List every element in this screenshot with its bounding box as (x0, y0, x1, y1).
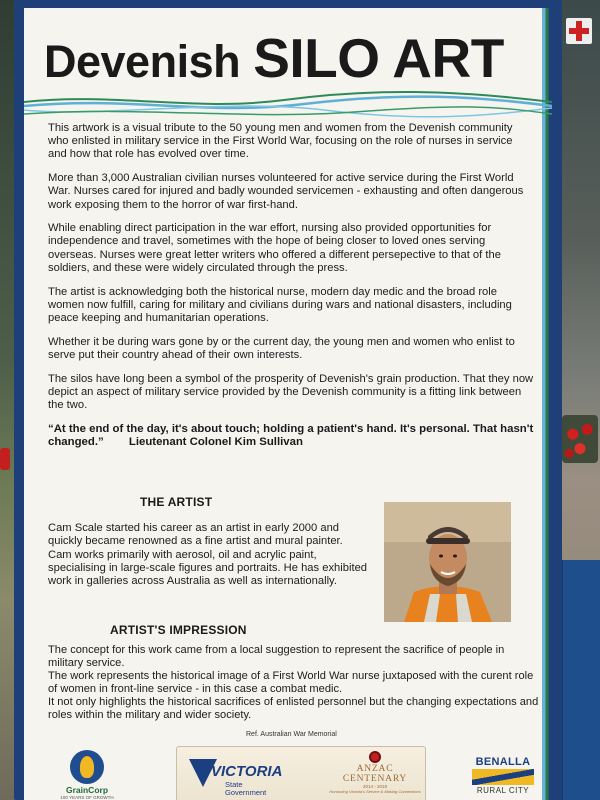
paragraph: It not only highlights the historical sacrifices of enlisted personnel but the changing expectations and roles within the military and wider society. (48, 696, 539, 722)
anzac-line: CENTENARY (342, 774, 408, 784)
wheat-icon (70, 750, 104, 784)
sign-panel (24, 8, 552, 800)
paragraph: The work represents the historical image of a First World War nurse juxtaposed with the curent role of women in front-line service - in this case a combat medic. (48, 670, 534, 696)
sign-title (44, 26, 504, 90)
impression-heading: ARTIST'S IMPRESSION (110, 623, 247, 637)
benalla-name: BENALLA (475, 756, 531, 768)
poppy-wreath (562, 415, 598, 463)
impression-text (48, 644, 540, 723)
paragraph: The artist is acknowledging both the historical nurse, modern day medic and the broad role women now fulfill, caring for military and civilians during wars and national disasters, including peace keeping and humanitarian operations. (48, 285, 512, 324)
sponsor-box (176, 746, 426, 800)
benalla-city: RURAL CITY (476, 786, 530, 795)
quote-text: “At the end of the day, it's about touch; holding a patient's hand. It's personal. That hasn't changed.” (48, 422, 534, 449)
anzac-centenary-logo (327, 751, 423, 794)
victoria-subtitle (225, 781, 266, 797)
sign-board (14, 0, 562, 800)
red-cross-flag (566, 18, 592, 44)
title-place: Devenish (44, 36, 241, 87)
poppy-icon (369, 751, 381, 763)
benalla-logo (472, 756, 534, 795)
victoria-sub-line: State (225, 780, 243, 789)
poppy-decoration (0, 448, 10, 470)
reference-note: Ref. Australian War Memorial (246, 731, 337, 738)
quote-attribution: Lieutenant Colonel Kim Sullivan (128, 436, 303, 449)
victoria-sub-line: Government (225, 788, 267, 797)
paragraph: This artwork is a visual tribute to the 50 young men and women from the Devenish community who enlisted in military service in the First World War, focusing on the role of nurses in service and how that role has evolved over time. (48, 122, 513, 161)
benalla-mark-icon (472, 769, 534, 785)
paragraph: Cam Scale started his career as an artist in early 2000 and quickly became renowned as a fine artist and mural painter. (48, 522, 343, 548)
anzac-subtitle: Honouring Victoria's Service & Making Connections (329, 789, 421, 794)
graincorp-logo (52, 750, 122, 800)
graincorp-tagline: 100 YEARS OF GROWTH (60, 795, 114, 800)
paragraph: While enabling direct participation in the war effort, nursing also provided opportunities for independence and travel, sometimes with the hope of being closer to loved ones serving overseas. Nurses were great letter writers who offered a different persepective to that of the soldiers, and these were widely circulated through the press. (48, 222, 501, 274)
victoria-name: VICTORIA (211, 763, 283, 780)
artist-photo (384, 502, 511, 622)
paragraph: Whether it be during wars gone by or the current day, the young men and women who enlist to serve put their country ahead of their own interests. (48, 335, 515, 361)
quote (48, 423, 534, 450)
colour-stripe (542, 8, 552, 800)
paragraph: More than 3,000 Australian civilian nurses volunteered for active service during the First World War. Nurses cared for injured and badly wounded servicemen - exhausting and often dangerous work exposing them to the horror of war first-hand. (48, 172, 524, 211)
artist-text (48, 522, 368, 588)
blue-post (560, 560, 600, 800)
anzac-years: 2014 - 2018 (362, 784, 388, 789)
paragraph: The concept for this work came from a local suggestion to represent the sacrifice of people in military service. (48, 644, 505, 670)
title-main: SILO ART (253, 27, 504, 89)
intro-text (48, 122, 534, 450)
anzac-line: ANZAC (356, 764, 394, 774)
paragraph: The silos have long been a symbol of the prosperity of Devenish's grain production. That they now depict an aspect of military service provided by the Devenish community is a fitting link between the two. (48, 372, 534, 411)
graincorp-name: GrainCorp (65, 785, 109, 795)
paragraph: Cam works primarily with aerosol, oil and acrylic paint, specialising in large-scale figures and portraits. He has exhibited work in galleries across Australia as well as internationally. (48, 548, 368, 588)
artist-heading: THE ARTIST (140, 495, 213, 509)
wave-decoration (24, 88, 552, 122)
